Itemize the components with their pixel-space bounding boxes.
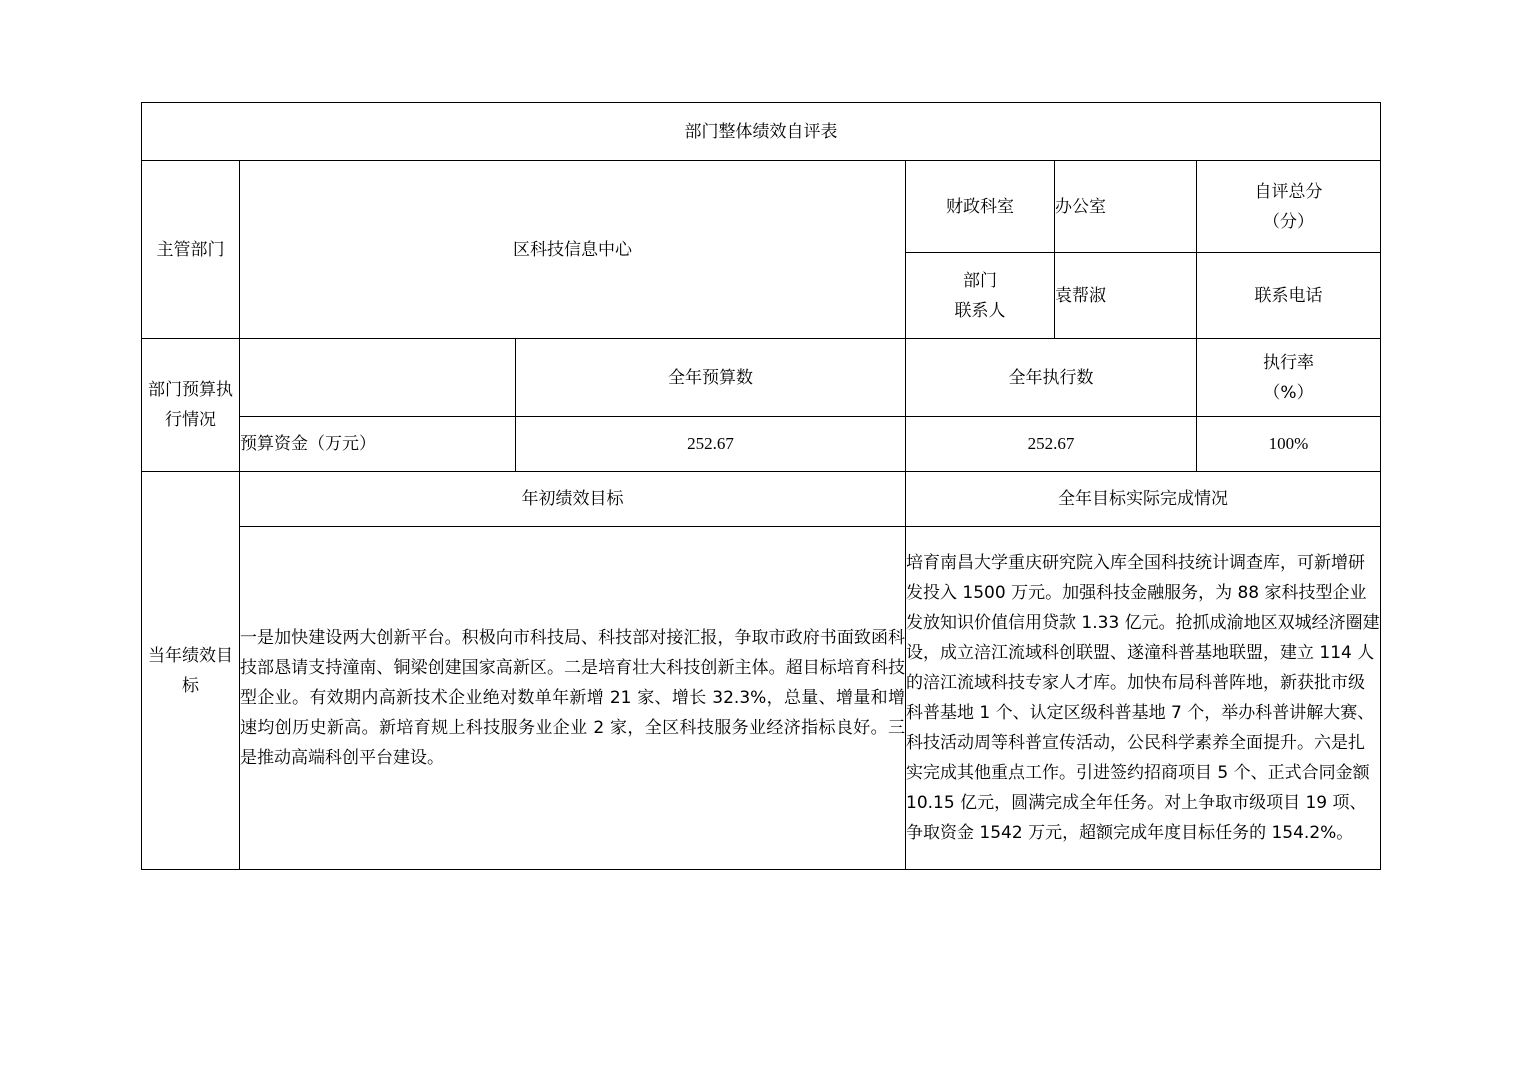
budget-section-label bbox=[142, 339, 240, 472]
budget-section-label-line2: 行情况 bbox=[165, 410, 216, 430]
goals-text: 一是加快建设两大创新平台。积极向市科技局、科技部对接汇报，争取市政府书面致函科技部恳请支持潼南、铜梁创建国家高新区。二是培育壮大科技创新主体。超目标培育科技型企业。有效期内高新技术企业绝对数单年新增 21 家、增长 32.3%，总量、增量和增速均创历史新高。新培育规上科技服务业企业 2 家，全区科技服务业经济指标良好。三是推动高端科创平台建设。 bbox=[240, 527, 906, 870]
col-actual-header: 全年目标实际完成情况 bbox=[906, 472, 1381, 527]
performance-section-label-line1: 当年绩效目 bbox=[148, 645, 233, 666]
self-evaluation-table bbox=[141, 102, 1381, 870]
score-label-line2: （分） bbox=[1263, 211, 1314, 232]
performance-section-label bbox=[142, 472, 240, 870]
budget-section-label-line1: 部门预算执 bbox=[148, 380, 233, 400]
col-rate-header-line1: 执行率 bbox=[1263, 352, 1314, 373]
col-executed-header: 全年执行数 bbox=[906, 339, 1197, 417]
executed-value: 252.67 bbox=[906, 417, 1197, 472]
performance-section-label-line2: 标 bbox=[182, 675, 199, 696]
budget-empty-header bbox=[240, 339, 516, 417]
col-rate-header bbox=[1197, 339, 1381, 417]
contact-value: 袁帮淑 bbox=[1055, 253, 1197, 339]
col-rate-header-line2: （%） bbox=[1263, 382, 1314, 403]
rate-value: 100% bbox=[1197, 417, 1381, 472]
form-title: 部门整体绩效自评表 bbox=[142, 103, 1381, 161]
budget-row-label: 预算资金（万元） bbox=[240, 417, 516, 472]
actual-text: 培育南昌大学重庆研究院入库全国科技统计调查库，可新增研发投入 1500 万元。加强科技金融服务，为 88 家科技型企业发放知识价值信用贷款 1.33 亿元。抢抓成渝地区双城经济圈建设，成立涪江流域科创联盟、遂潼科普基地联盟，建立 114 人的涪江流域科技专家人才库。加快布局科普阵地，新获批市级科普基地 1 个、认定区级科普基地 7 个，举办科普讲解大赛、科技活动周等科普宣传活动，公民科学素养全面提升。六是扎实完成其他重点工作。引进签约招商项目 5 个、正式合同金额 10.15 亿元，圆满完成全年任务。对上争取市级项目 19 项、争取资金 1542 万元，超额完成年度目标任务的 154.2%。 bbox=[906, 527, 1381, 870]
finance-label: 财政科室 bbox=[906, 161, 1055, 253]
budget-value: 252.67 bbox=[516, 417, 906, 472]
contact-label-line1: 部门 bbox=[963, 270, 997, 291]
col-goals-header: 年初绩效目标 bbox=[240, 472, 906, 527]
dept-label: 主管部门 bbox=[142, 161, 240, 339]
score-label bbox=[1197, 161, 1381, 253]
contact-label bbox=[906, 253, 1055, 339]
score-label-line1: 自评总分 bbox=[1254, 181, 1323, 202]
phone-label: 联系电话 bbox=[1197, 253, 1381, 339]
col-budget-header: 全年预算数 bbox=[516, 339, 906, 417]
dept-value: 区科技信息中心 bbox=[240, 161, 906, 339]
contact-label-line2: 联系人 bbox=[954, 300, 1006, 321]
finance-value: 办公室 bbox=[1055, 161, 1197, 253]
